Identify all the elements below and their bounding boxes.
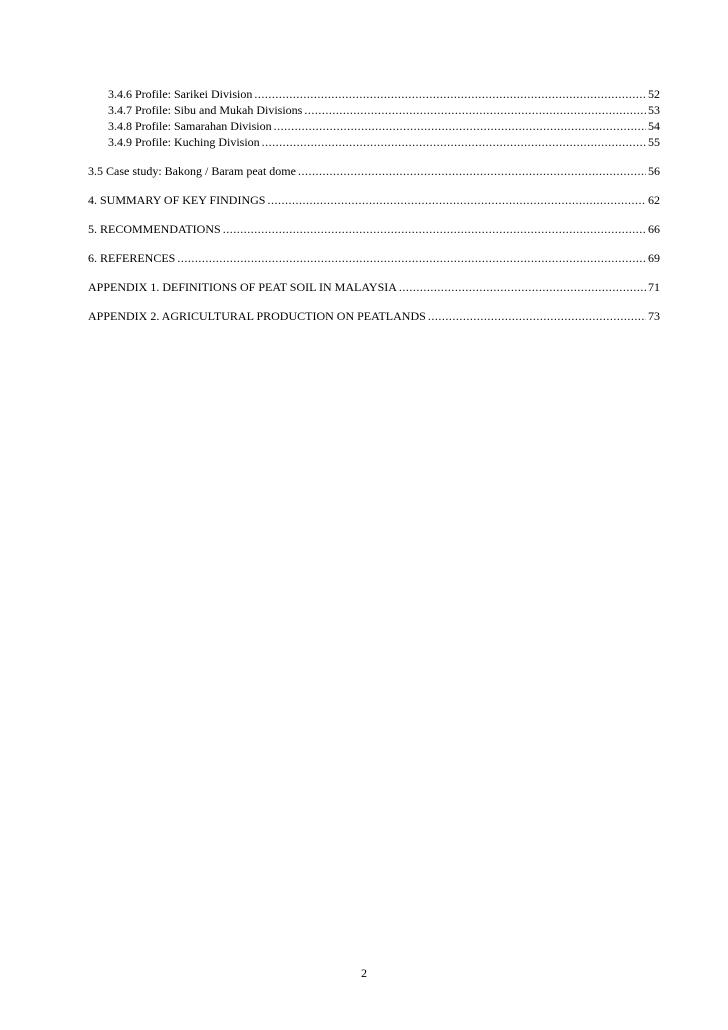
toc-entry-page: 71 [648,280,660,294]
toc-entry[interactable] [88,163,660,179]
toc-entry[interactable] [88,102,660,118]
dot-leader [428,308,646,324]
dot-leader [304,102,646,118]
toc-entry-label: APPENDIX 2. AGRICULTURAL PRODUCTION ON PEATLANDS [88,309,426,323]
toc-entry-label: 3.5 Case study: Bakong / Baram peat dome [88,164,296,178]
toc-entry-label: 6. REFERENCES [88,251,176,265]
toc-entry[interactable] [88,308,660,324]
toc-entry-page: 54 [648,119,660,133]
toc-entry-page: 69 [648,251,660,265]
toc-entry[interactable] [88,250,660,266]
toc-entry-label: 4. SUMMARY OF KEY FINDINGS [88,193,266,207]
dot-leader [298,163,646,179]
toc-entry-page: 55 [648,135,660,149]
toc-entry-label: APPENDIX 1. DEFINITIONS OF PEAT SOIL IN MALAYSIA [88,280,397,294]
table-of-contents [88,86,660,324]
toc-entry-page: 52 [648,87,660,101]
toc-entry-page: 66 [648,222,660,236]
toc-entry-label: 3.4.9 Profile: Kuching Division [108,135,260,149]
dot-leader [177,250,646,266]
dot-leader [262,134,646,150]
toc-entry-label: 3.4.6 Profile: Sarikei Division [108,87,253,101]
page-number: 2 [361,966,367,980]
toc-entry-label: 3.4.8 Profile: Samarahan Division [108,119,272,133]
toc-entry-label: 5. RECOMMENDATIONS [88,222,221,236]
toc-entry[interactable] [88,118,660,134]
toc-entry[interactable] [88,192,660,208]
dot-leader [267,192,646,208]
toc-entry-page: 73 [648,309,660,323]
dot-leader [399,279,646,295]
dot-leader [254,86,646,102]
toc-entry[interactable] [88,221,660,237]
toc-entry-page: 56 [648,164,660,178]
toc-entry[interactable] [88,279,660,295]
toc-entry[interactable] [88,134,660,150]
toc-entry-label: 3.4.7 Profile: Sibu and Mukah Divisions [108,103,303,117]
toc-entry-page: 62 [648,193,660,207]
dot-leader [223,221,646,237]
toc-entry[interactable] [88,86,660,102]
dot-leader [274,118,646,134]
toc-entry-page: 53 [648,103,660,117]
